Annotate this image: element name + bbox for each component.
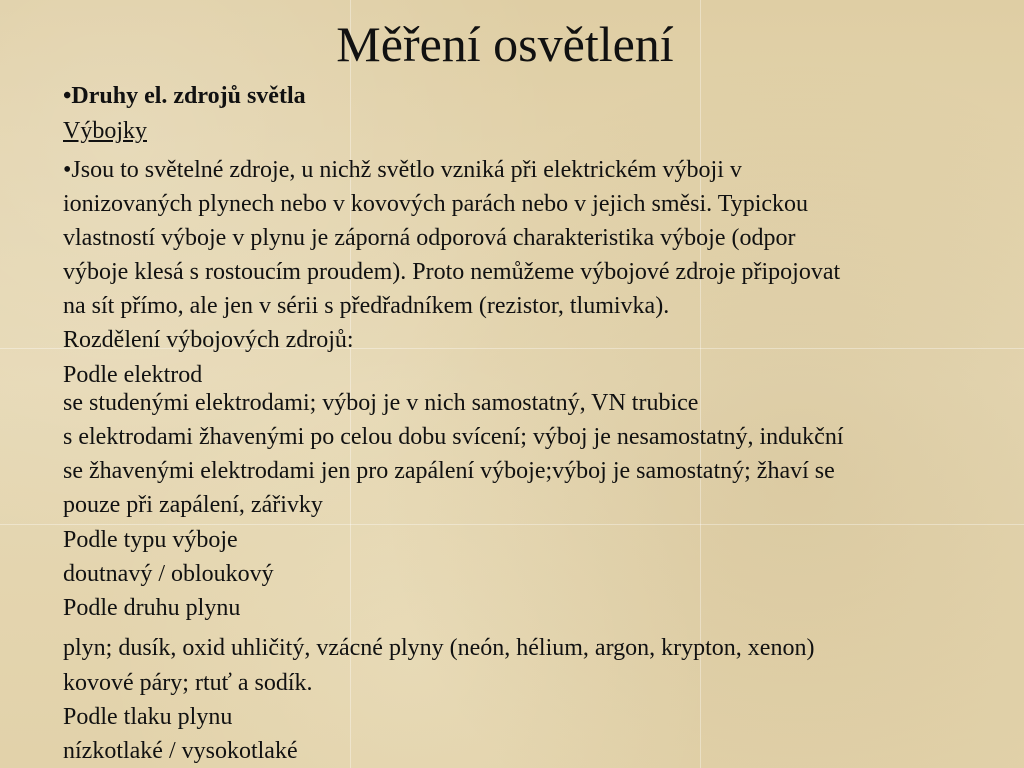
electrode-item: se studenými elektrodami; výboj je v nich samostatný, VN trubice: [63, 390, 699, 416]
category-heading-electrodes: Podle elektrod: [63, 362, 203, 388]
intro-line: výboje klesá s rostoucím proudem). Proto nemůžeme výbojové zdroje připojovat: [63, 259, 841, 285]
electrode-item: se žhavenými elektrodami jen pro zapálení výboje;výboj je samostatný; žhaví se: [63, 458, 835, 484]
category-heading-discharge: Podle typu výboje: [63, 527, 238, 553]
background-seam: [0, 524, 1024, 525]
slide-title: Měření osvětlení: [336, 16, 674, 72]
intro-line: •Jsou to světelné zdroje, u nichž světlo vzniká při elektrickém výboji v: [63, 157, 742, 183]
section-subheading: Výbojky: [63, 118, 147, 144]
gas-item: plyn; dusík, oxid uhličitý, vzácné plyny (neón, hélium, argon, krypton, xenon): [63, 635, 815, 661]
division-heading: Rozdělení výbojových zdrojů:: [63, 327, 354, 353]
electrode-item: pouze při zapálení, zářivky: [63, 492, 323, 518]
section-heading: •Druhy el. zdrojů světla: [63, 83, 306, 109]
category-heading-gas: Podle druhu plynu: [63, 595, 241, 621]
gas-item: kovové páry; rtuť a sodík.: [63, 670, 313, 696]
electrode-item: s elektrodami žhavenými po celou dobu svícení; výboj je nesamostatný, indukční: [63, 424, 844, 450]
intro-line: ionizovaných plynech nebo v kovových parách nebo v jejich směsi. Typickou: [63, 191, 809, 217]
intro-line: na sít přímo, ale jen v sérii s předřadníkem (rezistor, tlumivka).: [63, 293, 670, 319]
pressure-types: nízkotlaké / vysokotlaké: [63, 738, 298, 764]
category-heading-pressure: Podle tlaku plynu: [63, 704, 233, 730]
intro-line: vlastností výboje v plynu je záporná odporová charakteristika výboje (odpor: [63, 225, 796, 251]
discharge-types: doutnavý / obloukový: [63, 561, 274, 587]
